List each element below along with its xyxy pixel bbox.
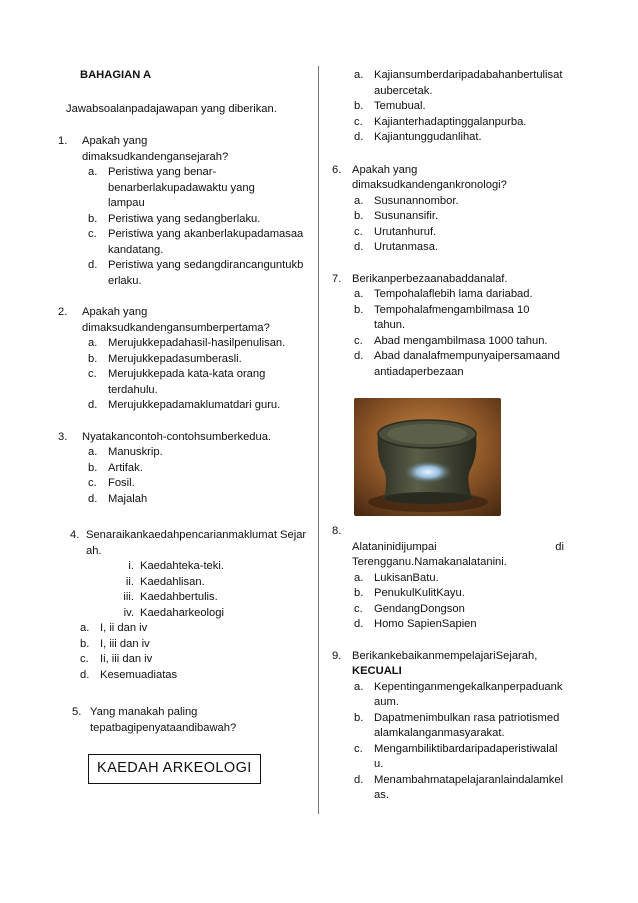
option[interactable]: b. Merujukkepadasumberasli. — [88, 352, 242, 365]
question-4 — [70, 528, 308, 683]
question-5-options — [354, 68, 564, 146]
question-number: 5. — [72, 706, 82, 718]
option[interactable]: a. Kepentinganmengekalkanperpaduankaum. — [354, 680, 563, 708]
option[interactable]: c. Merujukkepada kata-kata orang terdahulu. — [88, 368, 266, 396]
option[interactable]: d. Peristiwa yang sedangdirancanguntukberlaku. — [88, 259, 304, 287]
question-stem: Alataninidijumpai di — [352, 540, 564, 553]
question-stem: Berikanperbezaanabaddanalaf. — [352, 272, 508, 285]
question-number: 4. — [70, 529, 80, 541]
question-number: 2. — [58, 306, 68, 318]
option[interactable]: d. Urutanmasa. — [354, 241, 439, 253]
option[interactable]: d. Kesemuadiatas — [80, 668, 178, 681]
question-7 — [332, 272, 564, 381]
question-stem: Apakah yang dimaksudkandengansumberpertama? — [82, 306, 270, 334]
roman-item: iv. Kaedaharkeologi — [123, 606, 224, 619]
option[interactable]: a. I, ii dan iv — [80, 622, 148, 634]
option[interactable]: a. Manuskrip. — [88, 446, 163, 458]
option[interactable]: b. Peristiwa yang sedangberlaku. — [88, 212, 261, 225]
question-number: 1. — [58, 135, 68, 147]
left-column — [58, 68, 308, 784]
question-stem-continued: Terengganu.Namakanalatanini. — [352, 556, 507, 568]
question-3 — [58, 430, 308, 508]
question-stem: Senaraikankaedahpencarianmaklumat Sejarah. — [86, 529, 307, 557]
option[interactable]: c. Ii, iii dan iv — [80, 653, 153, 665]
column-divider — [318, 66, 319, 814]
option[interactable]: b. PenukulKulitKayu. — [354, 587, 465, 599]
right-column — [332, 68, 564, 804]
question-stem: Yang manakah paling tepatbagipenyataandibawah? — [90, 706, 237, 734]
bronze-drum-photo — [354, 398, 501, 516]
instruction: Jawabsoalanpadajawapan yang diberikan. — [66, 102, 277, 115]
option[interactable]: d. Kajiantunggudanlihat. — [354, 131, 482, 143]
roman-item: iii. Kaedahbertulis. — [123, 591, 218, 603]
question-stem: Apakah yang dimaksudkandengankronologi? — [352, 163, 507, 191]
option[interactable]: a. Tempohalaflebih lama dariabad. — [354, 288, 533, 300]
option[interactable]: d. Homo SapienSapien — [354, 618, 477, 630]
option[interactable]: c. Abad mengambilmasa 1000 tahun. — [354, 334, 548, 347]
roman-item: ii. Kaedahlisan. — [125, 575, 205, 588]
option[interactable]: c. Fosil. — [88, 477, 135, 489]
option[interactable]: a. Kajiansumberdaripadabahanbertulisataubercetak. — [354, 69, 563, 97]
option[interactable]: b. Artifak. — [88, 461, 143, 474]
question-6 — [332, 163, 564, 256]
question-stem: Apakah yang dimaksudkandengansejarah? — [82, 135, 229, 163]
question-number: 7. — [332, 272, 342, 285]
question-number: 9. — [332, 649, 342, 662]
question-stem: Nyatakancontoh-contohsumberkedua. — [82, 430, 272, 443]
option[interactable]: d. Menambahmatapelajaranlaindalamkelas. — [354, 773, 564, 801]
question-number: 6. — [332, 163, 342, 176]
option[interactable]: b. Tempohalafmengambilmasa 10 tahun. — [354, 303, 530, 331]
question-1 — [58, 134, 308, 289]
option[interactable]: b. I, iii dan iv — [80, 637, 150, 650]
statement-box: KAEDAH ARKEOLOGI — [88, 754, 261, 784]
option[interactable]: a. LukisanBatu. — [354, 571, 439, 584]
option[interactable]: d. Merujukkepadamaklumatdari guru. — [88, 399, 281, 411]
option[interactable]: c. Kajianterhadaptinggalanpurba. — [354, 115, 527, 128]
roman-item: i. Kaedahteka-teki. — [128, 560, 224, 572]
option[interactable]: d. Abad danalafmempunyaipersamaandantiadaperbezaan — [354, 350, 560, 378]
option[interactable]: a. Susunannombor. — [354, 194, 459, 207]
question-number: 3. — [58, 430, 68, 443]
option[interactable]: b. Dapatmenimbulkan rasa patriotismedalamkalanganmasyarakat. — [354, 711, 560, 739]
question-stem: BerikankebaikanmempelajariSejarah, — [352, 649, 538, 662]
option[interactable]: c. Urutanhuruf. — [354, 225, 437, 238]
option[interactable]: c. Peristiwa yang akanberlakupadamasaakandatang. — [88, 228, 304, 256]
question-2 — [58, 305, 308, 414]
option[interactable]: b. Susunansifir. — [354, 210, 439, 222]
section-header: BAHAGIAN A — [80, 69, 152, 81]
question-5 — [72, 705, 308, 784]
question-number: 8. — [332, 525, 342, 537]
option[interactable]: b. Temubual. — [354, 100, 426, 112]
option[interactable]: d. Majalah — [88, 492, 148, 505]
question-stem-emphasis: KECUALI — [352, 665, 402, 677]
option[interactable]: c. GendangDongson — [354, 602, 465, 615]
question-9 — [332, 649, 564, 804]
option[interactable]: c. Mengambiliktibardaripadaperistiwalalu. — [354, 742, 558, 770]
option[interactable]: a. Peristiwa yang benar-benarberlakupadawaktu yang lampau — [88, 166, 255, 209]
question-8 — [332, 524, 564, 633]
option[interactable]: a. Merujukkepadahasil-hasilpenulisan. — [88, 337, 286, 349]
